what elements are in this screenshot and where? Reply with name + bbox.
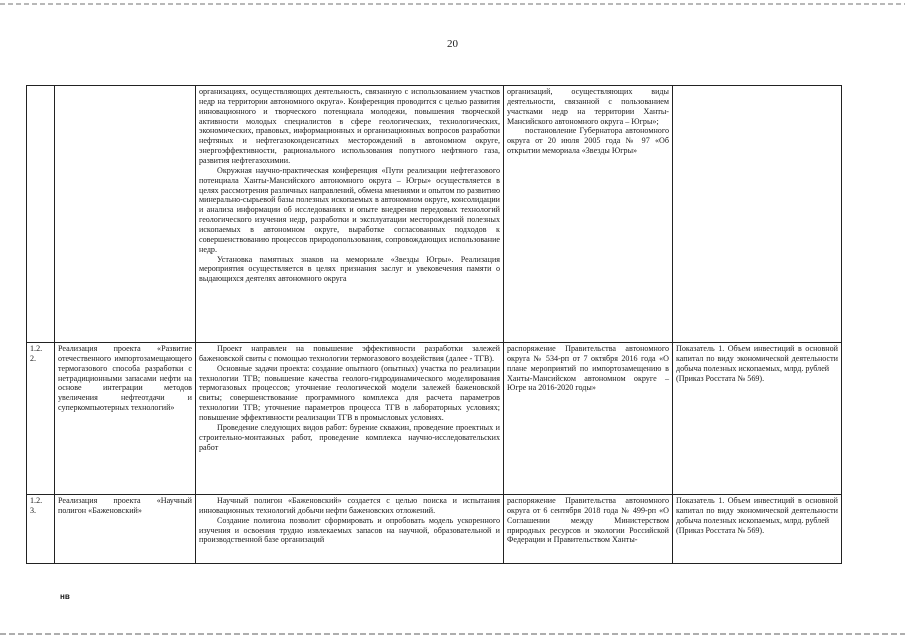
indicator <box>673 86 842 343</box>
row-number <box>27 86 55 343</box>
project-name <box>55 86 196 343</box>
description-paragraph: Проведение следующих видов работ: бурение скважин, проведение проектных и строительно-монтажных работ, проведение комплекса научно-исследовательских работ <box>199 422 500 452</box>
legal-basis <box>504 343 673 495</box>
basis-paragraph: постановление Губернатора автономного округа от 20 июля 2005 года № 97 «Об открытии мемориала «Звезды Югры» <box>507 126 669 156</box>
row-number: 1.2. 2. <box>27 343 55 495</box>
description-paragraph: Окружная научно-практическая конференция «Пути реализации нефтегазового потенциала Ханты-Мансийского автономного округа – Югры» осуществляется в целях рассмотрения различных направлений, обмена мнениями и опытом по развитию минерально-сырьевой базы полезных ископаемых в автономном округе, консолидации и анализа информации об исследованиях и опыте внедрения передовых технологий геологического изучения недр, разработки и эксплуатации месторождений полезных ископаемых в автономном округе, выработке согласованных подходов к совершенствованию процессов природопользования, сопровождающих использование недр. <box>199 165 500 254</box>
description-paragraph: Установка памятных знаков на мемориале «Звезды Югры». Реализация мероприятия осуществляется в целях признания заслуг и увековечения памяти о выдающихся деятелях автономного округа <box>199 254 500 284</box>
table-row <box>27 495 842 564</box>
basis-paragraph: организаций, осуществляющих виды деятельности, связанной с пользованием участками недр на территории Ханты-Мансийского автономного округа – Югры»; <box>507 87 669 126</box>
project-description <box>196 86 504 343</box>
scan-edge-top <box>0 3 905 5</box>
indicator: Показатель 1. Объем инвестиций в основной капитал по виду экономической деятельности добыча полезных ископаемых, млрд. рублей (Приказ Росстата № 569). <box>673 343 842 495</box>
project-name: Реализация проекта «Научный полигон «Баженовский» <box>55 495 196 564</box>
description-paragraph: Проект направлен на повышение эффективности разработки залежей баженовской свиты с помощью технологии термогазового воздействия (далее - ТГВ). <box>199 344 500 363</box>
regulation-table <box>26 85 842 564</box>
project-description <box>196 343 504 495</box>
basis-paragraph: распоряжение Правительства автономного округа № 534-рп от 7 октября 2016 года «О плане мероприятий по импортозамещению в Ханты-Мансийском автономном округе – Югре на 2016-2020 годы» <box>507 344 669 393</box>
legal-basis <box>504 86 673 343</box>
scan-edge-bottom <box>0 633 905 635</box>
table-row <box>27 86 842 343</box>
project-description <box>196 495 504 564</box>
row-number: 1.2. 3. <box>27 495 55 564</box>
table-row <box>27 343 842 495</box>
project-name: Реализация проекта «Развитие отечественного импортозамещающего термогазового способа разработки с нетрадиционными запасами нефти на основе интеграции методов увеличения нефтеотдачи и суперкомпьютерных технологий» <box>55 343 196 495</box>
description-paragraph: Основные задачи проекта: создание опытного (опытных) участка по реализации технологии ТГВ; повышение качества геолого-гидродинамического моделирования термогазовых процессов; уточнение геологической модели залежей баженовской свиты; совершенствование программного комплекса для расчета параметров технологии ТГВ; уточнение параметров процесса ТГВ в лабораторных условиях; повышение эффективности реализации ТГВ в промысловых условиях. <box>199 363 500 423</box>
description-paragraph: организациях, осуществляющих деятельность, связанную с использованием участков недр на территории автономного округа». Конференция проводится с целью развития инновационного и творческого потенциала молодежи, повышения творческой активности молодых специалистов в сфере геологических, технологических, экономических, правовых, информационных и организационных вопросов разработки нефтяных и нефтегазоконденсатных месторождений в автономном округе, энергоэффективности, рационального использования попутного нефтяного газа, развития нефтегазохимии. <box>199 87 500 166</box>
description-paragraph: Создание полигона позволит сформировать и опробовать модель ускоренного изучения и освоения трудно извлекаемых запасов на научной, образовательной и производственной базе организаций <box>199 515 500 545</box>
page-number: 20 <box>447 38 458 50</box>
footer-initials: нв <box>60 592 70 601</box>
indicator: Показатель 1. Объем инвестиций в основной капитал по виду экономической деятельности добыча полезных ископаемых, млрд. рублей (Приказ Росстата № 569). <box>673 495 842 564</box>
basis-paragraph: распоряжение Правительства автономного округа от 6 сентября 2018 года № 499-рп «О Соглашении между Министерством природных ресурсов и экологии Российской Федерации и Правительством Ханты- <box>507 496 669 545</box>
description-paragraph: Научный полигон «Баженовский» создается с целью поиска и испытания инновационных технологий добычи нефти баженовских отложений. <box>199 496 500 515</box>
legal-basis <box>504 495 673 564</box>
